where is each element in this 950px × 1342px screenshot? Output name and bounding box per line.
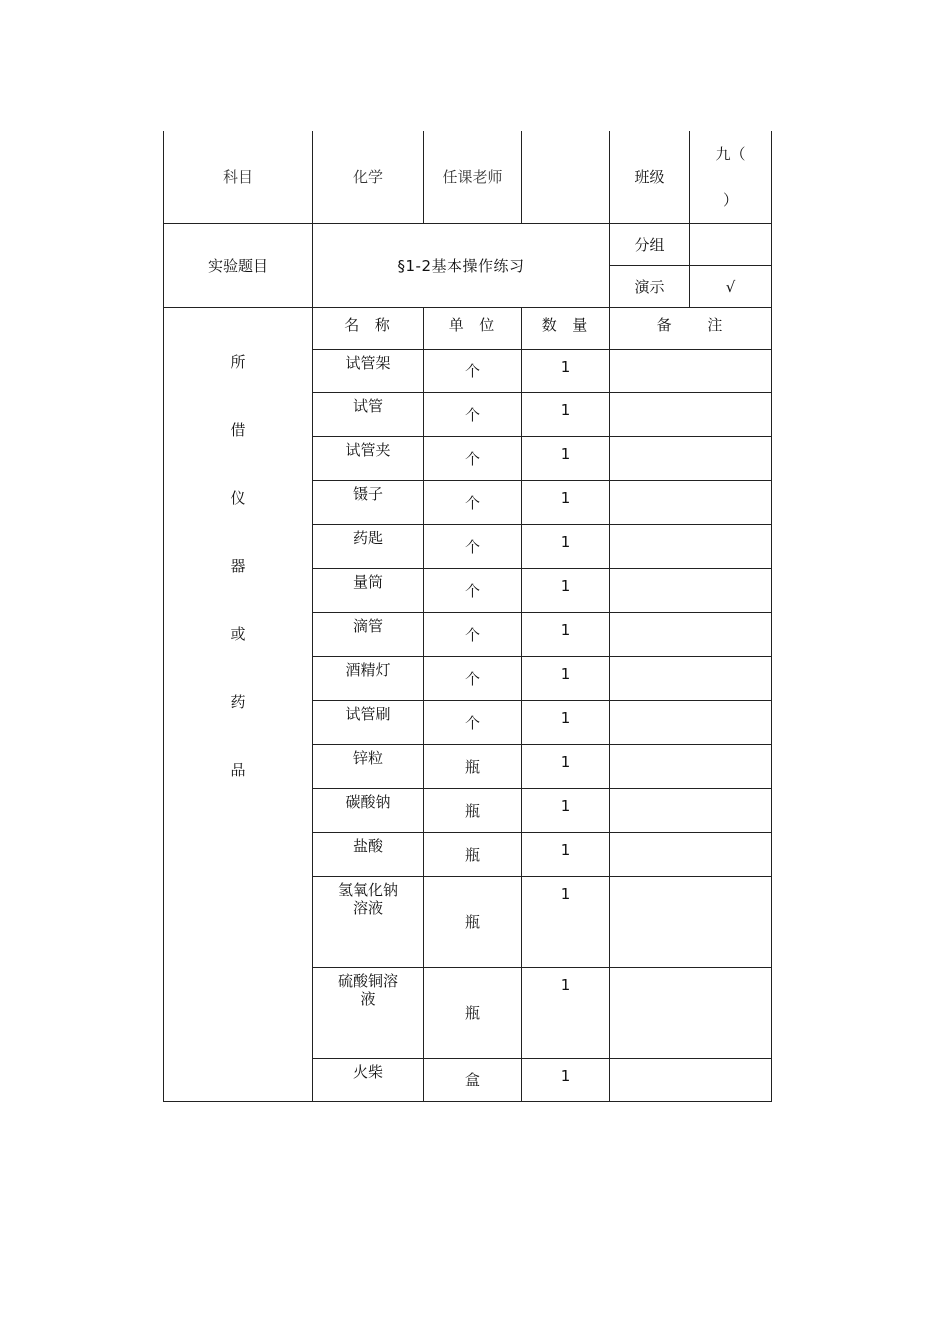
materials-section-label (164, 308, 313, 1102)
item-note (610, 745, 772, 789)
item-name: 酒精灯 (313, 657, 424, 701)
item-quantity: 1 (522, 968, 610, 1059)
item-quantity: 1 (522, 613, 610, 657)
section-char: 所 (230, 353, 246, 371)
group-label: 分组 (610, 224, 690, 266)
demo-label: 演示 (610, 266, 690, 308)
item-unit: 个 (424, 481, 522, 525)
teacher-label: 任课老师 (424, 131, 522, 224)
class-value (690, 131, 772, 224)
item-note (610, 1059, 772, 1102)
item-name: 锌粒 (313, 745, 424, 789)
item-quantity: 1 (522, 877, 610, 968)
item-unit: 个 (424, 393, 522, 437)
experiment-label: 实验题目 (164, 224, 313, 308)
item-name: 试管架 (313, 350, 424, 393)
item-unit: 个 (424, 657, 522, 701)
item-quantity: 1 (522, 833, 610, 877)
item-quantity: 1 (522, 481, 610, 525)
item-note (610, 393, 772, 437)
item-unit: 瓶 (424, 877, 522, 968)
item-name-line2: 溶液 (352, 899, 383, 917)
demo-value: √ (690, 266, 772, 308)
item-note (610, 613, 772, 657)
item-quantity: 1 (522, 789, 610, 833)
item-unit: 个 (424, 569, 522, 613)
section-char: 药 (230, 693, 246, 711)
item-quantity: 1 (522, 745, 610, 789)
item-name: 试管刷 (313, 701, 424, 745)
item-unit: 个 (424, 701, 522, 745)
item-unit: 个 (424, 350, 522, 393)
item-name: 镊子 (313, 481, 424, 525)
subject-value: 化学 (313, 131, 424, 224)
class-label: 班级 (610, 131, 690, 224)
item-unit: 瓶 (424, 833, 522, 877)
experiment-title: §1-2基本操作练习 (313, 224, 610, 308)
teacher-value (522, 131, 610, 224)
item-name: 滴管 (313, 613, 424, 657)
item-unit: 瓶 (424, 968, 522, 1059)
item-unit: 盒 (424, 1059, 522, 1102)
item-name-line1: 硫酸铜溶 (337, 972, 398, 990)
item-note (610, 481, 772, 525)
item-name (313, 968, 424, 1059)
item-quantity: 1 (522, 350, 610, 393)
col-header-name: 名 称 (313, 308, 424, 350)
col-header-quantity: 数 量 (522, 308, 610, 350)
col-header-note: 备 注 (610, 308, 772, 350)
item-name-line1: 氢氧化钠 (337, 881, 398, 899)
item-note (610, 789, 772, 833)
class-value-line2: ） (722, 191, 738, 209)
item-name: 火柴 (313, 1059, 424, 1102)
section-char: 品 (230, 761, 246, 779)
item-name (313, 877, 424, 968)
item-quantity: 1 (522, 701, 610, 745)
item-note (610, 350, 772, 393)
group-value (690, 224, 772, 266)
materials-header-row (164, 308, 772, 350)
item-note (610, 657, 772, 701)
item-name: 盐酸 (313, 833, 424, 877)
class-value-line1: 九（ (715, 145, 746, 163)
item-unit: 瓶 (424, 789, 522, 833)
item-quantity: 1 (522, 437, 610, 481)
item-name-line2: 液 (360, 990, 376, 1008)
item-name: 试管夹 (313, 437, 424, 481)
item-note (610, 437, 772, 481)
item-note (610, 833, 772, 877)
item-name: 量筒 (313, 569, 424, 613)
item-note (610, 701, 772, 745)
item-name: 碳酸钠 (313, 789, 424, 833)
item-quantity: 1 (522, 393, 610, 437)
subject-label: 科目 (164, 131, 313, 224)
item-quantity: 1 (522, 657, 610, 701)
item-unit: 个 (424, 525, 522, 569)
experiment-row-1 (164, 224, 772, 266)
item-unit: 个 (424, 437, 522, 481)
item-note (610, 877, 772, 968)
item-name: 药匙 (313, 525, 424, 569)
item-unit: 个 (424, 613, 522, 657)
lab-materials-table (163, 131, 772, 1102)
section-char: 器 (230, 557, 246, 575)
col-header-unit: 单 位 (424, 308, 522, 350)
item-note (610, 525, 772, 569)
item-quantity: 1 (522, 525, 610, 569)
item-name: 试管 (313, 393, 424, 437)
item-quantity: 1 (522, 569, 610, 613)
item-note (610, 569, 772, 613)
header-row (164, 131, 772, 224)
item-unit: 瓶 (424, 745, 522, 789)
section-char: 借 (230, 421, 246, 439)
item-note (610, 968, 772, 1059)
section-char: 仪 (230, 489, 246, 507)
section-char: 或 (230, 625, 246, 643)
item-quantity: 1 (522, 1059, 610, 1102)
